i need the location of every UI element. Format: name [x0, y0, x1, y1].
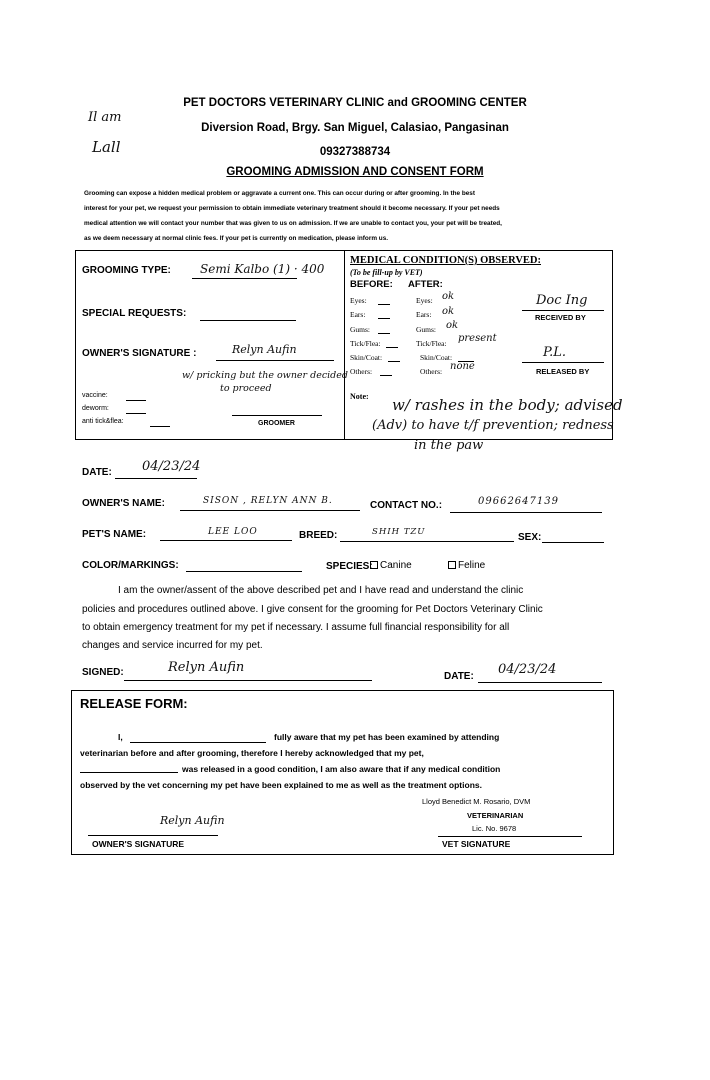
after-gums: Gums:: [416, 325, 437, 334]
before-tickflea-field[interactable]: [386, 347, 398, 348]
date-value[interactable]: 04/23/24: [142, 459, 201, 474]
received-by-line: [522, 310, 604, 311]
intro-line-1: Grooming can expose a hidden medical problem or aggravate a current one. This can occur during or after grooming. In the best: [84, 190, 475, 197]
release-line-1b: fully aware that my pet has been examined by attending: [274, 732, 500, 742]
medical-subtitle: (To be fill-up by VET): [350, 268, 423, 277]
owner-signature-release-label: OWNER'S SIGNATURE: [92, 839, 185, 849]
grooming-type-label: GROOMING TYPE:: [82, 265, 171, 276]
grooming-type-value[interactable]: Semi Kalbo (1) · 400: [200, 262, 325, 276]
release-line-1a: I,: [118, 732, 123, 742]
release-title: RELEASE FORM:: [80, 696, 188, 711]
clinic-name: PET DOCTORS VETERINARY CLINIC and GROOMING CENTER: [183, 97, 527, 109]
color-field[interactable]: [186, 571, 302, 572]
date-line: [115, 478, 197, 479]
deworm-label: deworm:: [82, 405, 109, 412]
after-tickflea-value[interactable]: present: [458, 333, 497, 344]
species-canine-label: Canine: [380, 560, 412, 571]
species-canine-option[interactable]: [370, 560, 412, 571]
consent-line-4: changes and service incurred for my pet.: [82, 640, 263, 651]
owner-signature-label: OWNER'S SIGNATURE :: [82, 348, 197, 359]
release-owner-sig-value[interactable]: Relyn Aufin: [160, 814, 225, 827]
breed-line: [340, 541, 514, 542]
note-label: Note:: [350, 392, 369, 401]
vet-name: Lloyd Benedict M. Rosario, DVM: [422, 797, 531, 806]
vet-sig-line: [438, 836, 582, 837]
vet-title: VETERINARIAN: [467, 811, 524, 820]
consent-line-2: policies and procedures outlined above. I give consent for the grooming for Pet Doctors Veterinary Clinic: [82, 604, 543, 615]
sex-field[interactable]: [542, 542, 604, 543]
after-skincoat: Skin/Coat:: [420, 353, 453, 362]
release-pet-name-field[interactable]: [80, 772, 178, 773]
release-line-4: observed by the vet concerning my pet have been explained to me as well as the treatment options.: [80, 780, 482, 790]
before-eyes-field[interactable]: [378, 304, 390, 305]
margin-note-2: Lall: [92, 138, 121, 156]
vaccine-field[interactable]: [126, 400, 146, 401]
after-others-value[interactable]: none: [450, 361, 475, 372]
pet-name-line: [160, 540, 292, 541]
released-by-label: RELEASED BY: [536, 367, 590, 376]
received-by-value[interactable]: Doc Ing: [536, 293, 588, 308]
intro-line-2: interest for your pet, we request your permission to obtain immediate veterinary treatment should it become necessary. If your pet needs: [84, 205, 500, 212]
grooming-type-line: [192, 278, 297, 279]
intro-line-4: as we deem necessary at normal clinic fees. If your pet is currently on medication, please inform us.: [84, 235, 389, 242]
species-feline-option[interactable]: [448, 560, 485, 571]
date-label: DATE:: [82, 467, 112, 478]
owner-name-value[interactable]: SISON , RELYN ANN B.: [203, 496, 333, 506]
vet-signature-label: VET SIGNATURE: [442, 839, 511, 849]
contact-value[interactable]: 09662647139: [478, 496, 559, 507]
owner-signature-value[interactable]: Relyn Aufin: [232, 343, 297, 356]
box-divider: [344, 250, 345, 440]
owner-signature-line: [216, 360, 334, 361]
species-label: SPECIES:: [326, 561, 373, 572]
consent-line-1: I am the owner/assent of the above described pet and I have read and understand the clinic: [118, 585, 524, 596]
after-others: Others:: [420, 367, 443, 376]
before-tickflea: Tick/Flea:: [350, 339, 381, 348]
breed-label: BREED:: [299, 530, 338, 541]
antitick-label: anti tick&flea:: [82, 418, 124, 425]
groomer-line: [232, 415, 322, 416]
canine-checkbox[interactable]: [370, 561, 378, 569]
note-line-2[interactable]: (Adv) to have t/f prevention; redness: [372, 418, 614, 433]
note-line-3[interactable]: in the paw: [414, 438, 484, 453]
after-ears-value[interactable]: ok: [442, 306, 455, 317]
after-eyes-value[interactable]: ok: [442, 291, 455, 302]
pet-name-label: PET'S NAME:: [82, 529, 147, 540]
release-owner-name-field[interactable]: [130, 742, 266, 743]
after-ears: Ears:: [416, 310, 432, 319]
color-label: COLOR/MARKINGS:: [82, 560, 179, 571]
note-line-1[interactable]: w/ rashes in the body; advised: [392, 396, 623, 414]
clinic-phone: 09327388734: [319, 146, 391, 158]
vet-license: Lic. No. 9678: [472, 824, 517, 833]
consent-date-label: DATE:: [444, 671, 474, 682]
special-requests-label: SPECIAL REQUESTS:: [82, 308, 187, 319]
consent-line-3: to obtain emergency treatment for my pet if necessary. I assume full financial responsibility for all: [82, 622, 510, 633]
grooming-handwritten-note-1: w/ pricking but the owner decided: [182, 370, 348, 381]
before-ears-field[interactable]: [378, 318, 390, 319]
contact-label: CONTACT NO.:: [370, 500, 443, 511]
sex-label: SEX:: [518, 532, 542, 543]
owner-name-label: OWNER'S NAME:: [82, 498, 165, 509]
after-eyes: Eyes:: [416, 296, 433, 305]
after-gums-value[interactable]: ok: [446, 320, 459, 331]
released-by-value[interactable]: P.L.: [543, 345, 567, 360]
before-ears: Ears:: [350, 310, 366, 319]
before-eyes: Eyes:: [350, 296, 367, 305]
breed-value[interactable]: SHIH TZU: [372, 527, 426, 537]
grooming-handwritten-note-2: to proceed: [220, 383, 272, 394]
release-owner-sig-line: [88, 835, 218, 836]
signed-value[interactable]: Relyn Aufin: [168, 660, 245, 675]
margin-note-1: Il am: [88, 110, 122, 125]
before-skincoat-field[interactable]: [388, 361, 400, 362]
deworm-field[interactable]: [126, 413, 146, 414]
species-feline-label: Feline: [458, 560, 486, 571]
signed-label: SIGNED:: [82, 667, 124, 678]
before-others: Others:: [350, 367, 373, 376]
contact-line: [450, 512, 602, 513]
intro-line-3: medical attention we will contact your number that was given to us on admission. If we are unable to contact you, your pet will be treated,: [84, 220, 502, 227]
consent-date-value[interactable]: 04/23/24: [498, 662, 557, 677]
released-by-line: [522, 362, 604, 363]
signed-line: [124, 680, 372, 681]
received-by-label: RECEIVED BY: [535, 313, 586, 322]
special-requests-field[interactable]: [200, 320, 296, 321]
before-label: BEFORE:: [350, 279, 393, 290]
medical-title: MEDICAL CONDITION(S) OBSERVED:: [350, 255, 541, 266]
before-gums: Gums:: [350, 325, 371, 334]
after-tickflea: Tick/Flea:: [416, 339, 447, 348]
vaccine-label: vaccine:: [82, 392, 108, 399]
owner-name-line: [180, 510, 360, 511]
feline-checkbox[interactable]: [448, 561, 456, 569]
release-line-2: veterinarian before and after grooming, therefore I hereby acknowledged that my pet,: [80, 748, 424, 758]
before-gums-field[interactable]: [378, 333, 390, 334]
before-others-field[interactable]: [380, 375, 392, 376]
after-label: AFTER:: [408, 279, 443, 290]
form-title: GROOMING ADMISSION AND CONSENT FORM: [226, 166, 484, 178]
before-skincoat: Skin/Coat:: [350, 353, 383, 362]
groomer-label: GROOMER: [258, 420, 295, 427]
release-line-3: was released in a good condition, I am also aware that if any medical condition: [182, 764, 501, 774]
pet-name-value[interactable]: LEE LOO: [208, 527, 258, 537]
consent-date-line: [478, 682, 602, 683]
antitick-field[interactable]: [150, 426, 170, 427]
clinic-address: Diversion Road, Brgy. San Miguel, Calasiao, Pangasinan: [201, 122, 509, 134]
